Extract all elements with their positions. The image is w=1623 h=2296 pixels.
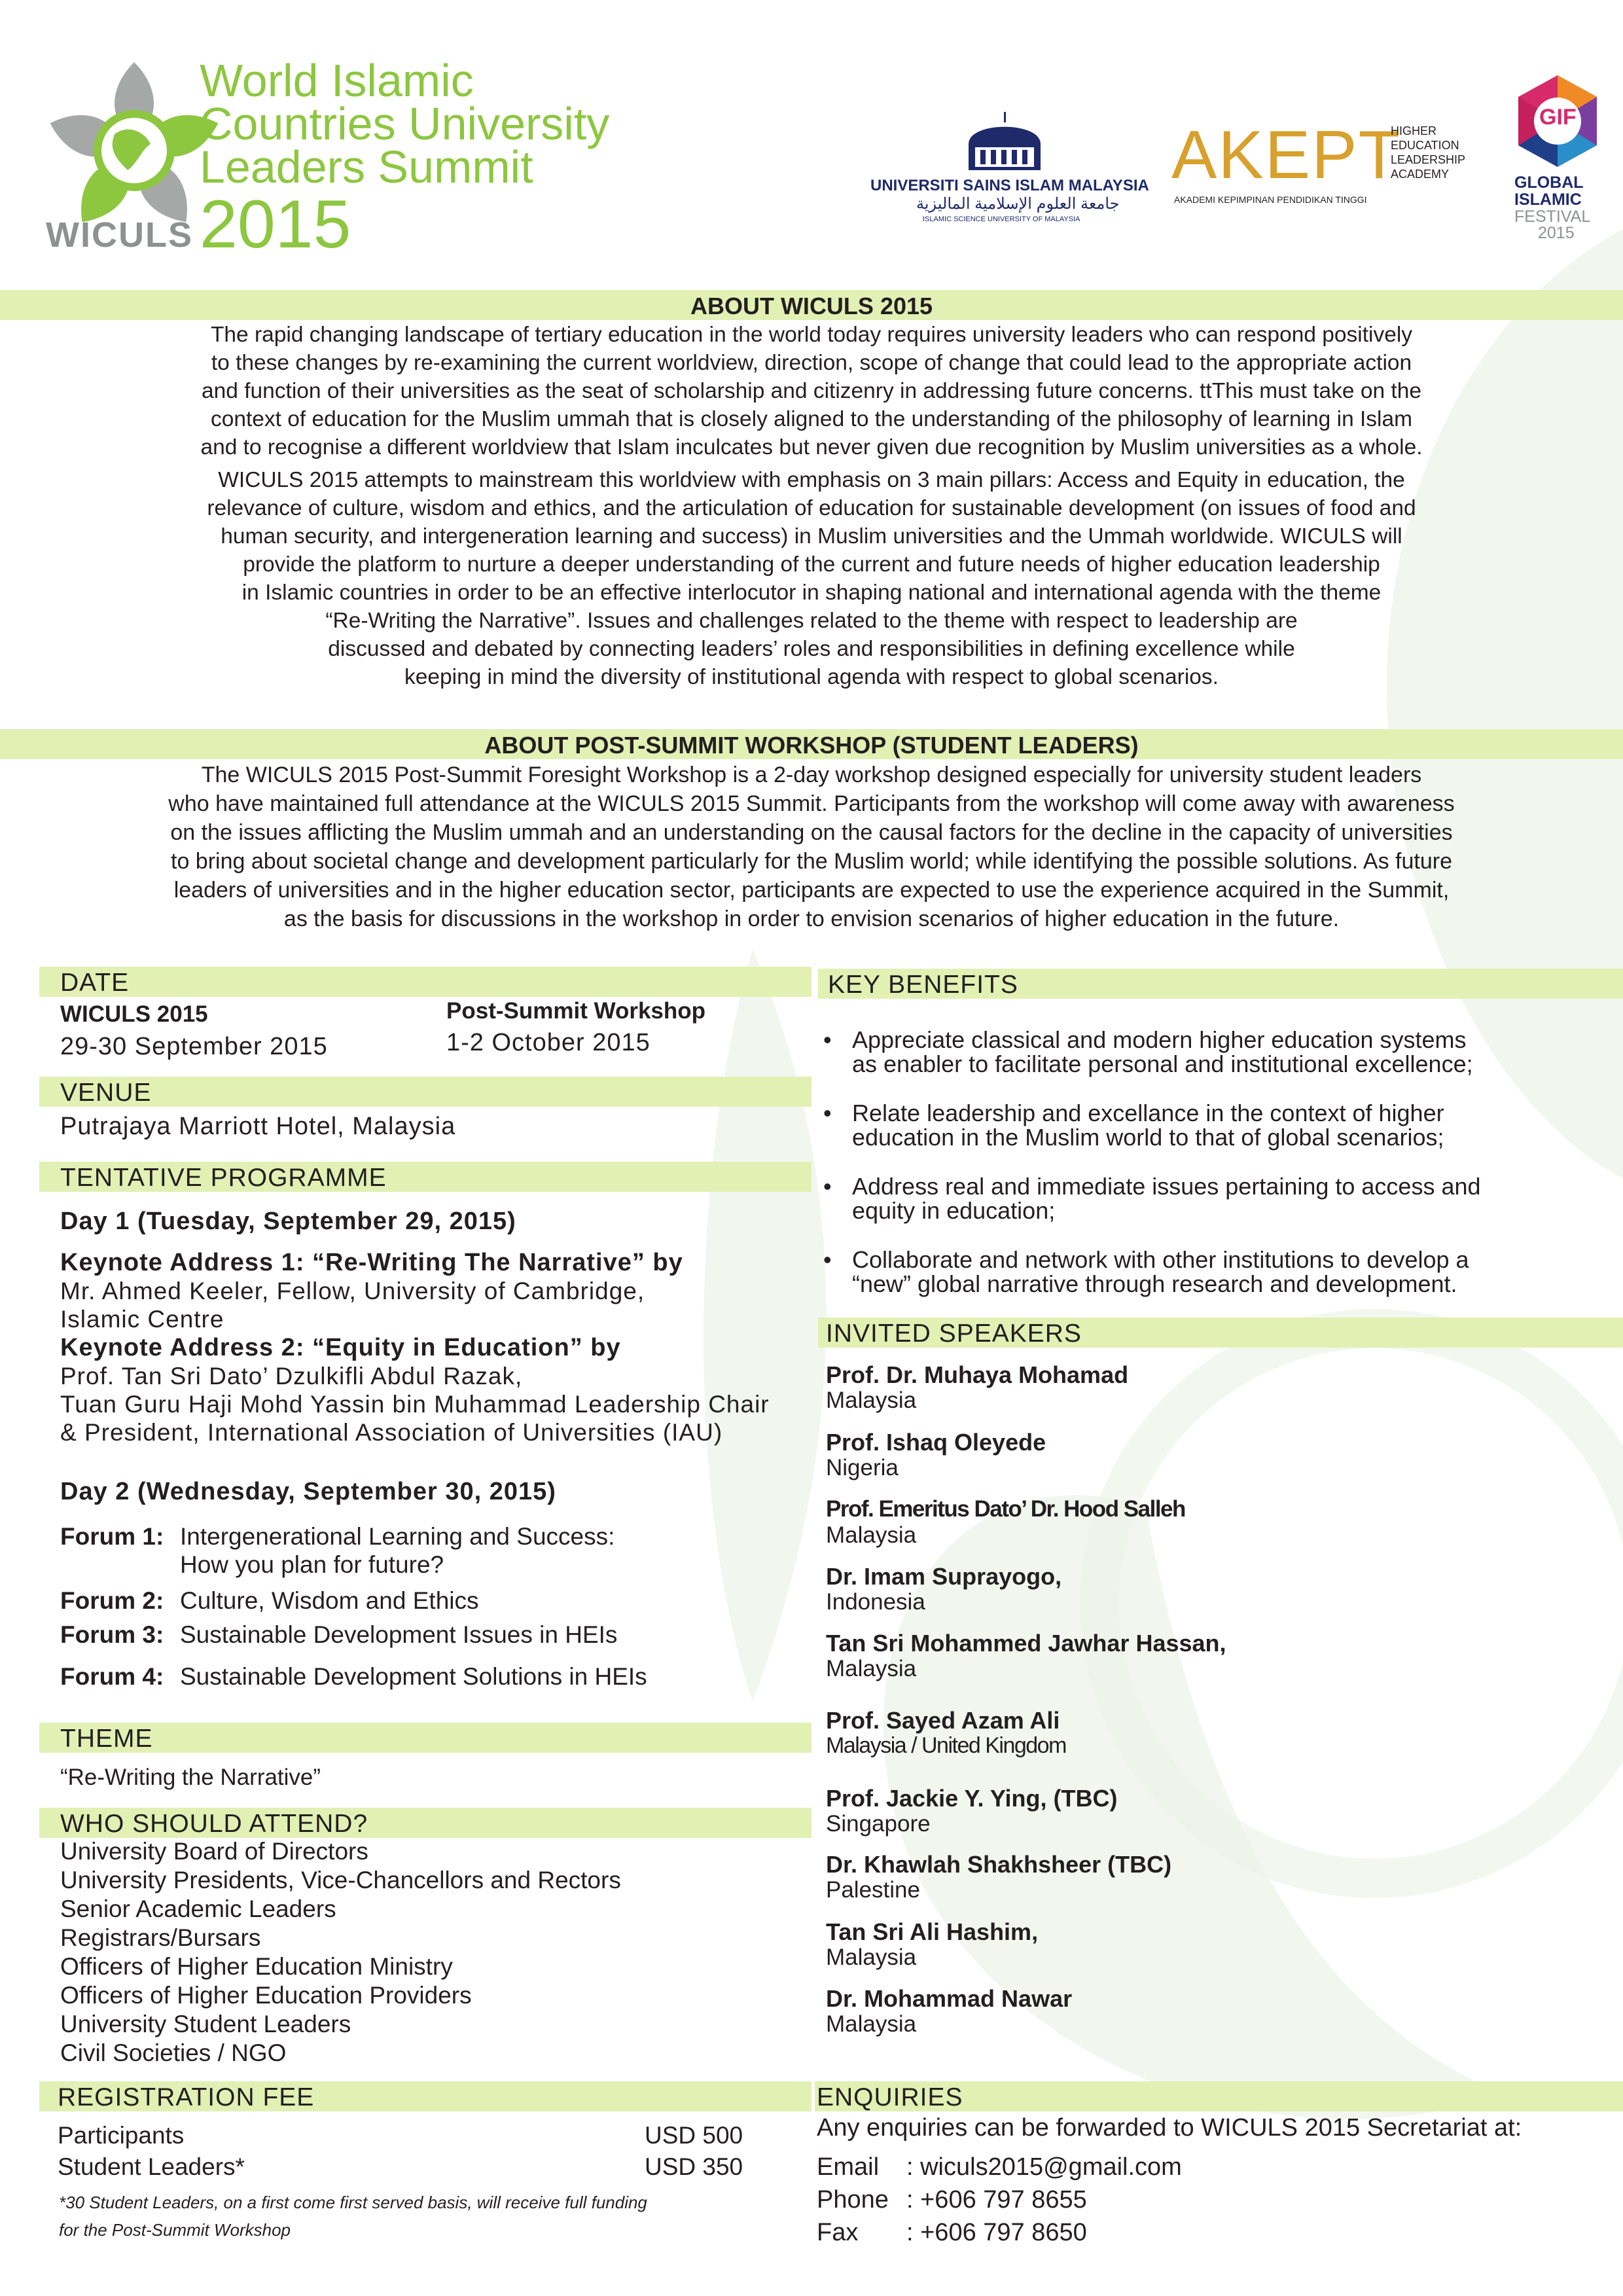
benefit-line: Address real and immediate issues pertaining to access and bbox=[852, 1173, 1481, 1200]
attend-item: University Presidents, Vice-Chancellors and Rectors bbox=[60, 1867, 621, 1893]
logo-title-line-1: World Islamic bbox=[200, 55, 474, 106]
programme-day1: Day 1 (Tuesday, September 29, 2015) bbox=[60, 1208, 516, 1235]
gif-line-4: 2015 bbox=[1538, 224, 1575, 242]
keynote2-title: Keynote Address 2: “Equity in Education” by bbox=[60, 1334, 621, 1361]
speaker-country: Malaysia bbox=[826, 1945, 917, 1970]
about-p1-line: and function of their universities as the seat of scholarship and citizenry in addressing future concerns. ttThis must take on the bbox=[202, 379, 1421, 403]
enquiries-fax-label: Fax bbox=[817, 2219, 859, 2246]
gif-line-3: FESTIVAL bbox=[1514, 207, 1591, 226]
enquiries-phone-label: Phone bbox=[817, 2186, 889, 2214]
about-paragraph-2 bbox=[0, 466, 1623, 691]
programme-day2: Day 2 (Wednesday, September 30, 2015) bbox=[60, 1478, 556, 1505]
akept-side-2: EDUCATION bbox=[1391, 139, 1459, 152]
theme-heading: THEME bbox=[60, 1725, 153, 1753]
speaker-name: Dr. Mohammad Nawar bbox=[826, 1985, 1073, 2012]
theme-value: “Re-Writing the Narrative” bbox=[60, 1765, 321, 1790]
benefit-line: as enabler to facilitate personal and institutional excellence; bbox=[852, 1050, 1473, 1077]
enquiries-email-label: Email bbox=[817, 2153, 880, 2181]
bullet-icon: • bbox=[823, 1173, 832, 1200]
speaker-country: Malaysia bbox=[826, 2011, 917, 2037]
speaker-name: Prof. Jackie Y. Ying, (TBC) bbox=[826, 1785, 1118, 1812]
logo-year: 2015 bbox=[200, 187, 351, 262]
benefit-line: equity in education; bbox=[852, 1197, 1056, 1224]
keynote2-line: Prof. Tan Sri Dato’ Dzulkifli Abdul Razak, bbox=[60, 1363, 523, 1390]
logo-acronym: WICULS bbox=[46, 215, 193, 255]
post-summit-line: as the basis for discussions in the workshop in order to envision scenarios of higher education in the future. bbox=[283, 906, 1340, 931]
forum-2-label: Forum 2: bbox=[60, 1587, 164, 1614]
logo-title-line-3: Leaders Summit bbox=[200, 141, 533, 192]
akept-side-3: LEADERSHIP bbox=[1391, 153, 1466, 166]
about-p1-line: context of education for the Muslim ummah that is closely aligned to the understanding of the philosophy of learning in Islam bbox=[210, 407, 1413, 431]
usim-logo bbox=[870, 108, 1149, 232]
date-heading: DATE bbox=[60, 969, 130, 997]
akept-logo bbox=[1171, 117, 1479, 219]
fee-note-line: *30 Student Leaders, on a first come first served basis, will receive full funding bbox=[59, 2193, 647, 2212]
about-p2-line: relevance of culture, wisdom and ethics, and the articulation of education for sustainable development (on issues of food and bbox=[207, 496, 1416, 520]
forum-3-text: Sustainable Development Issues in HEIs bbox=[180, 1621, 618, 1648]
attend-item: Civil Societies / NGO bbox=[60, 2039, 287, 2066]
about-heading: ABOUT WICULS 2015 bbox=[690, 293, 933, 319]
about-p2-line: discussed and debated by connecting leaders’ roles and responsibilities in defining excellence while bbox=[328, 637, 1295, 661]
date-summit-label: WICULS 2015 bbox=[60, 1001, 208, 1027]
speaker-name: Prof. Ishaq Oleyede bbox=[826, 1429, 1046, 1456]
forum-1-text-2: How you plan for future? bbox=[180, 1551, 444, 1578]
post-summit-line: The WICULS 2015 Post-Summit Foresight Workshop is a 2-day workshop designed especially for university student leaders bbox=[201, 762, 1422, 787]
date-summit-value: 29-30 September 2015 bbox=[60, 1033, 328, 1060]
about-p2-line: provide the platform to nurture a deeper understanding of the current and future needs of higher education leadership bbox=[243, 552, 1380, 577]
benefit-line: “new” global narrative through research and development. bbox=[852, 1270, 1457, 1297]
keynote1-line: Mr. Ahmed Keeler, Fellow, University of Cambridge, bbox=[60, 1278, 645, 1304]
forum-3-label: Forum 3: bbox=[60, 1621, 164, 1648]
venue-heading: VENUE bbox=[60, 1079, 152, 1107]
attend-item: Officers of Higher Education Ministry bbox=[60, 1953, 453, 1980]
keynote2-line: Tuan Guru Haji Mohd Yassin bin Muhammad Leadership Chair bbox=[60, 1391, 770, 1418]
fee-students-label: Student Leaders* bbox=[58, 2153, 245, 2180]
forum-1-label: Forum 1: bbox=[60, 1523, 164, 1550]
speaker-country: Malaysia bbox=[826, 1388, 917, 1413]
about-p2-line: “Re-Writing the Narrative”. Issues and challenges related to the theme with respect to leadership are bbox=[325, 609, 1298, 633]
fee-heading: REGISTRATION FEE bbox=[58, 2083, 315, 2111]
attend-item: University Student Leaders bbox=[60, 2011, 351, 2037]
speaker-name: Tan Sri Mohammed Jawhar Hassan, bbox=[826, 1630, 1226, 1657]
date-heading-bar bbox=[39, 967, 812, 997]
speaker-country: Indonesia bbox=[826, 1589, 925, 1615]
forum-4-label: Forum 4: bbox=[60, 1663, 164, 1690]
venue-value: Putrajaya Marriott Hotel, Malaysia bbox=[60, 1113, 456, 1140]
speaker-country: Malaysia / United Kingdom bbox=[826, 1733, 1066, 1758]
about-paragraph-1 bbox=[0, 321, 1623, 461]
programme-heading: TENTATIVE PROGRAMME bbox=[60, 1164, 387, 1192]
keynote1-line: Islamic Centre bbox=[60, 1306, 224, 1333]
post-summit-line: leaders of universities and in the higher education sector, participants are expected to use the experience acquired in the Summit, bbox=[173, 878, 1450, 903]
forum-2-text: Culture, Wisdom and Ethics bbox=[180, 1587, 479, 1614]
benefit-line: education in the Muslim world to that of global scenarios; bbox=[852, 1124, 1444, 1151]
keynote2-line: & President, International Association of Universities (IAU) bbox=[60, 1419, 723, 1446]
speaker-country: Malaysia bbox=[826, 1522, 917, 1548]
bullet-icon: • bbox=[823, 1100, 832, 1126]
date-workshop-value: 1-2 October 2015 bbox=[446, 1029, 651, 1056]
about-p1-line: and to recognise a different worldview that Islam inculcates but never given due recognition by Muslim universities as a whole. bbox=[200, 435, 1423, 459]
forum-4-text: Sustainable Development Solutions in HEIs bbox=[180, 1663, 647, 1690]
forum-1-text: Intergenerational Learning and Success: bbox=[180, 1523, 615, 1550]
benefit-line: Collaborate and network with other institutions to develop a bbox=[852, 1246, 1469, 1273]
speaker-name: Dr. Khawlah Shakhsheer (TBC) bbox=[826, 1851, 1172, 1878]
attend-item: Registrars/Bursars bbox=[60, 1924, 261, 1951]
about-p1-line: The rapid changing landscape of tertiary education in the world today requires university leaders who can respond positively bbox=[210, 323, 1413, 347]
post-summit-paragraph bbox=[0, 761, 1623, 933]
usim-arabic: جامعة العلوم الإسلامية الماليزية bbox=[916, 195, 1120, 213]
benefit-item bbox=[823, 1101, 1609, 1153]
theme-heading-bar bbox=[39, 1723, 812, 1753]
venue-heading-bar bbox=[39, 1077, 812, 1107]
speakers-heading: INVITED SPEAKERS bbox=[826, 1319, 1082, 1348]
speaker-name: Prof. Dr. Muhaya Mohamad bbox=[826, 1361, 1129, 1388]
speaker-name: Prof. Sayed Azam Ali bbox=[826, 1707, 1060, 1734]
speaker-country: Nigeria bbox=[826, 1455, 899, 1480]
keynote1-title: Keynote Address 1: “Re-Writing The Narrative” by bbox=[60, 1249, 683, 1276]
fee-students-value: USD 350 bbox=[645, 2153, 743, 2180]
attend-item: University Board of Directors bbox=[60, 1838, 368, 1865]
bullet-icon: • bbox=[823, 1246, 832, 1273]
benefit-item bbox=[823, 1028, 1609, 1080]
mosque-dome-icon bbox=[955, 108, 1054, 173]
date-workshop-label: Post-Summit Workshop bbox=[446, 998, 706, 1024]
post-summit-line: to bring about societal change and development particularly for the Muslim world; while identifying the possible solutions. As future bbox=[171, 849, 1452, 874]
gif-logo bbox=[1505, 72, 1610, 255]
akept-sub: AKADEMI KEPIMPINAN PENDIDIKAN TINGGI bbox=[1174, 194, 1367, 205]
gif-mark: GIF bbox=[1539, 105, 1577, 130]
fee-note-line: for the Post-Summit Workshop bbox=[59, 2220, 291, 2240]
speaker-name: Prof. Emeritus Dato’ Dr. Hood Salleh bbox=[826, 1496, 1185, 1522]
benefit-line: Relate leadership and excellance in the context of higher bbox=[852, 1100, 1444, 1126]
attend-item: Senior Academic Leaders bbox=[60, 1895, 336, 1922]
attend-item: Officers of Higher Education Providers bbox=[60, 1982, 472, 2009]
enquiries-heading: ENQUIRIES bbox=[817, 2083, 963, 2111]
benefits-heading: KEY BENEFITS bbox=[828, 971, 1018, 999]
enquiries-email-value[interactable]: : wiculs2015@gmail.com bbox=[906, 2153, 1182, 2181]
about-p2-line: WICULS 2015 attempts to mainstream this worldview with emphasis on 3 main pillars: Access and Equity in education, the bbox=[218, 468, 1405, 492]
logo-title-line-2: Countries University bbox=[200, 98, 610, 149]
post-summit-line: on the issues afflicting the Muslim ummah and an understanding on the causal factors for the decline in the capacity of universities bbox=[170, 820, 1453, 845]
akept-side-4: ACADEMY bbox=[1391, 168, 1450, 181]
about-p1-line: to these changes by re-examining the current worldview, direction, scope of change that could lead to the appropriate action bbox=[211, 351, 1412, 375]
about-p2-line: keeping in mind the diversity of institutional agenda with respect to global scenarios. bbox=[404, 665, 1219, 689]
gif-line-2: ISLAMIC bbox=[1514, 190, 1582, 209]
gif-line-1: GLOBAL bbox=[1514, 173, 1584, 192]
about-p2-line: human security, and intergeneration learning and success) in Muslim universities and the Ummah worldwide. WICULS will bbox=[221, 524, 1402, 548]
enquiries-intro: Any enquiries can be forwarded to WICULS 2015 Secretariat at: bbox=[817, 2114, 1522, 2142]
speaker-country: Palestine bbox=[826, 1877, 920, 1903]
benefit-line: Appreciate classical and modern higher education systems bbox=[852, 1026, 1467, 1053]
benefit-item bbox=[823, 1174, 1609, 1227]
about-p2-line: in Islamic countries in order to be an effective interlocutor in shaping national and international agenda with the theme bbox=[241, 581, 1382, 605]
speaker-name: Tan Sri Ali Hashim, bbox=[826, 1918, 1039, 1945]
akept-wordmark: AKEPT bbox=[1171, 117, 1401, 193]
enquiries-phone-value: : +606 797 8655 bbox=[906, 2186, 1087, 2214]
enquiries-fax-value: : +606 797 8650 bbox=[906, 2219, 1087, 2246]
speaker-country: Malaysia bbox=[826, 1656, 917, 1681]
wiculs-logo bbox=[39, 52, 681, 268]
fee-participants-label: Participants bbox=[58, 2122, 185, 2149]
akept-side-1: HIGHER bbox=[1391, 124, 1437, 137]
benefit-item bbox=[823, 1247, 1609, 1300]
attend-heading: WHO SHOULD ATTEND? bbox=[60, 1810, 368, 1838]
usim-sub: ISLAMIC SCIENCE UNIVERSITY OF MALAYSIA bbox=[923, 215, 1080, 223]
speaker-name: Dr. Imam Suprayogo, bbox=[826, 1563, 1062, 1590]
post-summit-heading: ABOUT POST-SUMMIT WORKSHOP (STUDENT LEADERS) bbox=[484, 732, 1139, 759]
usim-name: UNIVERSITI SAINS ISLAM MALAYSIA bbox=[870, 177, 1149, 194]
speaker-country: Singapore bbox=[826, 1811, 931, 1837]
fee-participants-value: USD 500 bbox=[645, 2122, 743, 2149]
bullet-icon: • bbox=[823, 1026, 832, 1053]
post-summit-line: who have maintained full attendance at the WICULS 2015 Summit. Participants from the workshop will come away with awareness bbox=[168, 791, 1455, 816]
